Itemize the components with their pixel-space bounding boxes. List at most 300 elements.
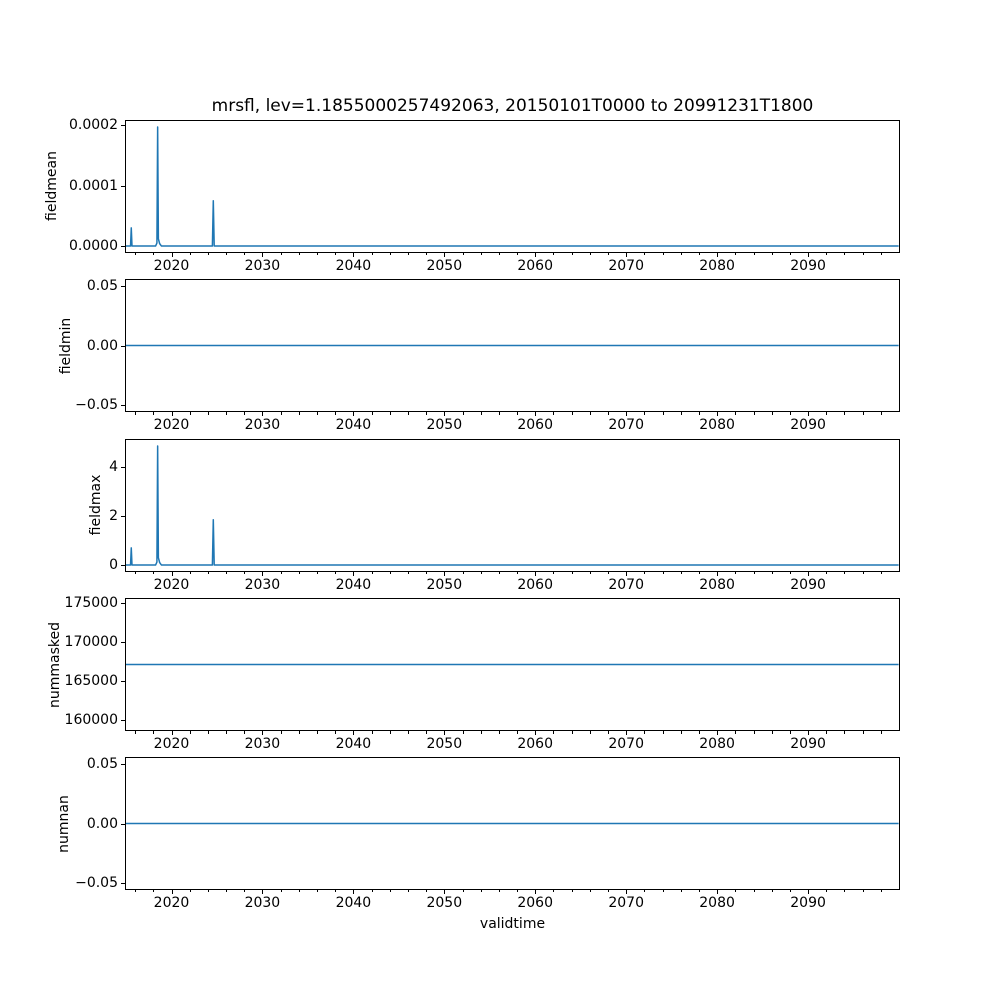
x-minor-tick — [135, 253, 136, 256]
x-minor-tick — [826, 412, 827, 415]
x-minor-tick — [735, 572, 736, 575]
x-tick-label: 2090 — [790, 417, 826, 434]
x-major-tick — [717, 412, 718, 416]
y-tick-label: 165000 — [64, 673, 118, 690]
x-tick-label: 2060 — [517, 736, 554, 753]
x-minor-tick — [699, 253, 700, 256]
y-tick — [121, 681, 125, 682]
x-minor-tick — [463, 253, 464, 256]
x-minor-tick — [281, 890, 282, 893]
y-tick-label: 0.00 — [86, 337, 118, 354]
y-tick-label: 0.0002 — [69, 117, 118, 134]
x-minor-tick — [863, 731, 864, 734]
x-minor-tick — [226, 731, 227, 734]
x-minor-tick — [226, 572, 227, 575]
x-minor-tick — [826, 253, 827, 256]
y-tick-label: 0.0000 — [69, 238, 118, 254]
x-minor-tick — [572, 412, 573, 415]
x-major-tick — [353, 890, 354, 894]
plot-area-fieldmean — [69, 117, 900, 274]
x-minor-tick — [863, 890, 864, 893]
x-minor-tick — [208, 253, 209, 256]
y-tick-label: −0.05 — [75, 875, 118, 892]
x-minor-tick — [463, 572, 464, 575]
x-minor-tick — [590, 731, 591, 734]
x-minor-tick — [608, 731, 609, 734]
x-minor-tick — [590, 572, 591, 575]
x-minor-tick — [190, 731, 191, 734]
x-minor-tick — [590, 412, 591, 415]
x-minor-tick — [244, 253, 245, 256]
x-major-tick — [262, 412, 263, 416]
y-tick — [121, 125, 125, 126]
x-major-tick — [626, 572, 627, 576]
x-major-tick — [172, 412, 173, 416]
x-minor-tick — [863, 253, 864, 256]
x-major-tick — [808, 412, 809, 416]
y-tick-label: 4 — [109, 459, 118, 476]
x-minor-tick — [153, 572, 154, 575]
x-minor-tick — [335, 731, 336, 734]
x-minor-tick — [699, 890, 700, 893]
x-tick-label: 2040 — [335, 257, 372, 274]
x-major-tick — [535, 731, 536, 735]
y-tick-label: −0.05 — [75, 397, 118, 414]
y-tick-label: 0 — [109, 556, 118, 573]
x-major-tick — [626, 890, 627, 894]
subplot-fieldmean — [0, 117, 1000, 274]
x-minor-tick — [226, 890, 227, 893]
x-minor-tick — [881, 412, 882, 415]
y-tick-label: 170000 — [64, 634, 118, 651]
x-minor-tick — [844, 572, 845, 575]
x-minor-tick — [844, 412, 845, 415]
x-minor-tick — [317, 253, 318, 256]
x-minor-tick — [790, 412, 791, 415]
x-minor-tick — [553, 572, 554, 575]
x-minor-tick — [681, 731, 682, 734]
x-minor-tick — [317, 412, 318, 415]
x-minor-tick — [499, 890, 500, 893]
x-minor-tick — [863, 412, 864, 415]
x-tick-label: 2070 — [608, 894, 645, 911]
x-minor-tick — [372, 572, 373, 575]
x-minor-tick — [299, 731, 300, 734]
x-major-tick — [535, 253, 536, 257]
x-minor-tick — [572, 731, 573, 734]
x-minor-tick — [390, 890, 391, 893]
x-minor-tick — [826, 731, 827, 734]
x-minor-tick — [153, 731, 154, 734]
x-minor-tick — [481, 890, 482, 893]
x-tick-label: 2020 — [153, 736, 190, 753]
x-minor-tick — [226, 412, 227, 415]
x-minor-tick — [517, 253, 518, 256]
x-minor-tick — [790, 731, 791, 734]
x-minor-tick — [153, 412, 154, 415]
x-major-tick — [353, 731, 354, 735]
x-minor-tick — [826, 890, 827, 893]
x-tick-label: 2080 — [699, 417, 735, 434]
x-minor-tick — [681, 412, 682, 415]
y-tick — [121, 467, 125, 468]
x-tick-label: 2050 — [426, 736, 463, 753]
x-minor-tick — [190, 253, 191, 256]
x-minor-tick — [826, 572, 827, 575]
x-tick-label: 2080 — [699, 736, 735, 753]
x-major-tick — [808, 731, 809, 735]
x-minor-tick — [517, 731, 518, 734]
y-tick — [121, 246, 125, 247]
x-minor-tick — [208, 731, 209, 734]
x-minor-tick — [335, 890, 336, 893]
x-minor-tick — [481, 572, 482, 575]
x-minor-tick — [335, 412, 336, 415]
x-major-tick — [172, 572, 173, 576]
x-tick-label: 2090 — [790, 894, 826, 911]
x-tick-label: 2020 — [153, 894, 190, 911]
x-tick-label: 2020 — [153, 576, 190, 593]
x-tick-label: 2030 — [244, 576, 281, 593]
x-minor-tick — [481, 731, 482, 734]
x-minor-tick — [408, 890, 409, 893]
x-minor-tick — [644, 890, 645, 893]
x-minor-tick — [426, 253, 427, 256]
x-tick-label: 2030 — [244, 736, 281, 753]
x-tick-label: 2070 — [608, 417, 645, 434]
x-minor-tick — [299, 572, 300, 575]
x-major-tick — [717, 890, 718, 894]
x-minor-tick — [281, 253, 282, 256]
x-major-tick — [262, 253, 263, 257]
x-tick-label: 2070 — [608, 736, 645, 753]
x-major-tick — [444, 572, 445, 576]
x-major-tick — [808, 890, 809, 894]
y-tick-label: 175000 — [64, 594, 118, 611]
x-tick-label: 2020 — [153, 257, 190, 274]
x-minor-tick — [481, 412, 482, 415]
plot-area-fieldmin — [75, 278, 900, 434]
y-axis-label-nummasked: nummasked — [47, 621, 63, 708]
x-minor-tick — [663, 890, 664, 893]
y-tick-label: 0.05 — [86, 756, 118, 773]
x-major-tick — [262, 890, 263, 894]
y-tick — [121, 565, 125, 566]
x-minor-tick — [772, 572, 773, 575]
x-major-tick — [808, 572, 809, 576]
x-minor-tick — [426, 572, 427, 575]
plot-area-fieldmax — [109, 439, 900, 593]
y-axis-label-fieldmin: fieldmin — [58, 317, 74, 375]
x-minor-tick — [881, 890, 882, 893]
x-minor-tick — [754, 253, 755, 256]
x-tick-label: 2080 — [699, 576, 735, 593]
x-tick-label: 2070 — [608, 576, 645, 593]
x-minor-tick — [408, 572, 409, 575]
x-major-tick — [626, 253, 627, 257]
x-minor-tick — [772, 412, 773, 415]
x-major-tick — [444, 890, 445, 894]
x-minor-tick — [499, 253, 500, 256]
x-minor-tick — [372, 731, 373, 734]
x-minor-tick — [881, 572, 882, 575]
x-minor-tick — [772, 890, 773, 893]
x-minor-tick — [426, 890, 427, 893]
x-minor-tick — [153, 253, 154, 256]
x-minor-tick — [190, 412, 191, 415]
x-minor-tick — [390, 731, 391, 734]
x-major-tick — [535, 572, 536, 576]
x-minor-tick — [317, 572, 318, 575]
x-minor-tick — [335, 253, 336, 256]
x-major-tick — [808, 253, 809, 257]
x-minor-tick — [681, 572, 682, 575]
x-minor-tick — [553, 412, 554, 415]
x-minor-tick — [481, 253, 482, 256]
y-tick — [121, 286, 125, 287]
x-minor-tick — [517, 412, 518, 415]
x-major-tick — [262, 731, 263, 735]
y-tick — [121, 603, 125, 604]
x-minor-tick — [608, 253, 609, 256]
x-minor-tick — [408, 412, 409, 415]
x-minor-tick — [572, 253, 573, 256]
x-tick-label: 2030 — [244, 417, 281, 434]
x-minor-tick — [208, 890, 209, 893]
chart-title: mrsfl, lev=1.1855000257492063, 20150101T0000 to 20991231T1800 — [211, 96, 814, 116]
x-tick-label: 2030 — [244, 894, 281, 911]
x-minor-tick — [463, 731, 464, 734]
subplot-numnan — [0, 756, 1000, 911]
x-tick-label: 2050 — [426, 576, 463, 593]
x-minor-tick — [281, 572, 282, 575]
x-minor-tick — [553, 253, 554, 256]
x-major-tick — [172, 890, 173, 894]
x-major-tick — [353, 572, 354, 576]
y-tick-label: 0.00 — [86, 815, 118, 832]
x-major-tick — [717, 572, 718, 576]
x-minor-tick — [299, 253, 300, 256]
x-minor-tick — [844, 731, 845, 734]
x-minor-tick — [681, 890, 682, 893]
x-minor-tick — [517, 890, 518, 893]
x-minor-tick — [608, 890, 609, 893]
x-tick-label: 2070 — [608, 257, 645, 274]
x-major-tick — [717, 731, 718, 735]
x-minor-tick — [281, 412, 282, 415]
x-major-tick — [535, 890, 536, 894]
data-line-fieldmax — [126, 440, 899, 571]
x-minor-tick — [390, 572, 391, 575]
x-tick-label: 2090 — [790, 257, 826, 274]
subplot-fieldmax — [0, 439, 1000, 593]
x-minor-tick — [844, 253, 845, 256]
x-tick-label: 2060 — [517, 257, 554, 274]
x-minor-tick — [699, 572, 700, 575]
x-minor-tick — [663, 731, 664, 734]
x-minor-tick — [572, 890, 573, 893]
x-minor-tick — [244, 572, 245, 575]
x-axis-label: validtime — [479, 916, 546, 932]
x-minor-tick — [790, 253, 791, 256]
x-minor-tick — [572, 572, 573, 575]
x-minor-tick — [390, 253, 391, 256]
y-tick-label: 0.0001 — [69, 177, 118, 194]
x-minor-tick — [644, 731, 645, 734]
x-major-tick — [444, 412, 445, 416]
y-tick — [121, 720, 125, 721]
x-minor-tick — [317, 890, 318, 893]
x-minor-tick — [390, 412, 391, 415]
x-minor-tick — [281, 731, 282, 734]
x-minor-tick — [644, 253, 645, 256]
subplot-nummasked — [0, 594, 1000, 753]
x-minor-tick — [699, 731, 700, 734]
x-minor-tick — [663, 253, 664, 256]
x-major-tick — [535, 412, 536, 416]
y-axis-label-fieldmax: fieldmax — [88, 474, 104, 536]
x-minor-tick — [663, 412, 664, 415]
x-minor-tick — [299, 890, 300, 893]
y-axis-label-fieldmean: fieldmean — [44, 151, 60, 222]
x-minor-tick — [772, 253, 773, 256]
y-tick — [121, 186, 125, 187]
x-tick-label: 2080 — [699, 894, 735, 911]
x-minor-tick — [226, 253, 227, 256]
x-tick-label: 2090 — [790, 736, 826, 753]
x-minor-tick — [863, 572, 864, 575]
data-line-fieldmin — [126, 280, 899, 411]
x-minor-tick — [790, 890, 791, 893]
x-minor-tick — [754, 890, 755, 893]
x-minor-tick — [244, 412, 245, 415]
x-tick-label: 2060 — [517, 894, 554, 911]
x-minor-tick — [881, 731, 882, 734]
x-major-tick — [262, 572, 263, 576]
x-minor-tick — [735, 412, 736, 415]
x-minor-tick — [463, 412, 464, 415]
x-minor-tick — [772, 731, 773, 734]
y-tick — [121, 764, 125, 765]
x-minor-tick — [754, 731, 755, 734]
x-minor-tick — [335, 572, 336, 575]
x-minor-tick — [881, 253, 882, 256]
x-minor-tick — [735, 731, 736, 734]
x-minor-tick — [553, 890, 554, 893]
x-minor-tick — [153, 890, 154, 893]
subplot-fieldmin — [0, 278, 1000, 434]
x-minor-tick — [608, 572, 609, 575]
x-minor-tick — [499, 412, 500, 415]
x-tick-label: 2050 — [426, 894, 463, 911]
x-minor-tick — [372, 412, 373, 415]
x-minor-tick — [244, 890, 245, 893]
x-minor-tick — [190, 572, 191, 575]
x-tick-label: 2050 — [426, 257, 463, 274]
x-minor-tick — [608, 412, 609, 415]
x-tick-label: 2040 — [335, 417, 372, 434]
x-tick-label: 2060 — [517, 417, 554, 434]
data-line-nummasked — [126, 599, 899, 730]
x-minor-tick — [190, 890, 191, 893]
x-major-tick — [353, 253, 354, 257]
x-tick-label: 2050 — [426, 417, 463, 434]
y-tick — [121, 516, 125, 517]
x-minor-tick — [663, 572, 664, 575]
x-minor-tick — [463, 890, 464, 893]
x-minor-tick — [299, 412, 300, 415]
x-minor-tick — [735, 890, 736, 893]
x-tick-label: 2080 — [699, 257, 735, 274]
y-tick — [121, 642, 125, 643]
x-minor-tick — [644, 572, 645, 575]
x-minor-tick — [590, 253, 591, 256]
x-minor-tick — [426, 412, 427, 415]
y-axis-label-numnan: numnan — [56, 794, 72, 853]
x-minor-tick — [135, 412, 136, 415]
x-minor-tick — [135, 731, 136, 734]
y-tick-label: 0.05 — [86, 278, 118, 295]
x-tick-label: 2040 — [335, 894, 372, 911]
y-tick — [121, 883, 125, 884]
x-minor-tick — [499, 731, 500, 734]
x-minor-tick — [699, 412, 700, 415]
x-minor-tick — [408, 253, 409, 256]
x-minor-tick — [553, 731, 554, 734]
data-line-numnan — [126, 758, 899, 889]
x-minor-tick — [426, 731, 427, 734]
x-minor-tick — [208, 572, 209, 575]
y-tick-label: 2 — [109, 507, 118, 524]
x-major-tick — [444, 253, 445, 257]
x-minor-tick — [735, 253, 736, 256]
x-major-tick — [353, 412, 354, 416]
x-minor-tick — [372, 890, 373, 893]
x-minor-tick — [372, 253, 373, 256]
x-minor-tick — [754, 412, 755, 415]
x-minor-tick — [517, 572, 518, 575]
x-minor-tick — [754, 572, 755, 575]
x-minor-tick — [244, 731, 245, 734]
x-tick-label: 2060 — [517, 576, 554, 593]
plot-area-nummasked — [64, 594, 900, 753]
x-minor-tick — [644, 412, 645, 415]
plot-area-numnan — [75, 756, 900, 911]
x-tick-label: 2030 — [244, 257, 281, 274]
data-line-fieldmean — [126, 121, 899, 252]
x-minor-tick — [317, 731, 318, 734]
y-tick — [121, 346, 125, 347]
x-tick-label: 2020 — [153, 417, 190, 434]
y-tick — [121, 405, 125, 406]
x-major-tick — [444, 731, 445, 735]
x-major-tick — [172, 731, 173, 735]
x-minor-tick — [590, 890, 591, 893]
x-tick-label: 2040 — [335, 736, 372, 753]
x-minor-tick — [208, 412, 209, 415]
x-minor-tick — [844, 890, 845, 893]
x-major-tick — [717, 253, 718, 257]
y-tick-label: 160000 — [64, 712, 118, 729]
x-minor-tick — [135, 572, 136, 575]
x-major-tick — [172, 253, 173, 257]
x-minor-tick — [681, 253, 682, 256]
y-tick — [121, 824, 125, 825]
x-minor-tick — [408, 731, 409, 734]
x-tick-label: 2090 — [790, 576, 826, 593]
x-major-tick — [626, 731, 627, 735]
x-minor-tick — [135, 890, 136, 893]
